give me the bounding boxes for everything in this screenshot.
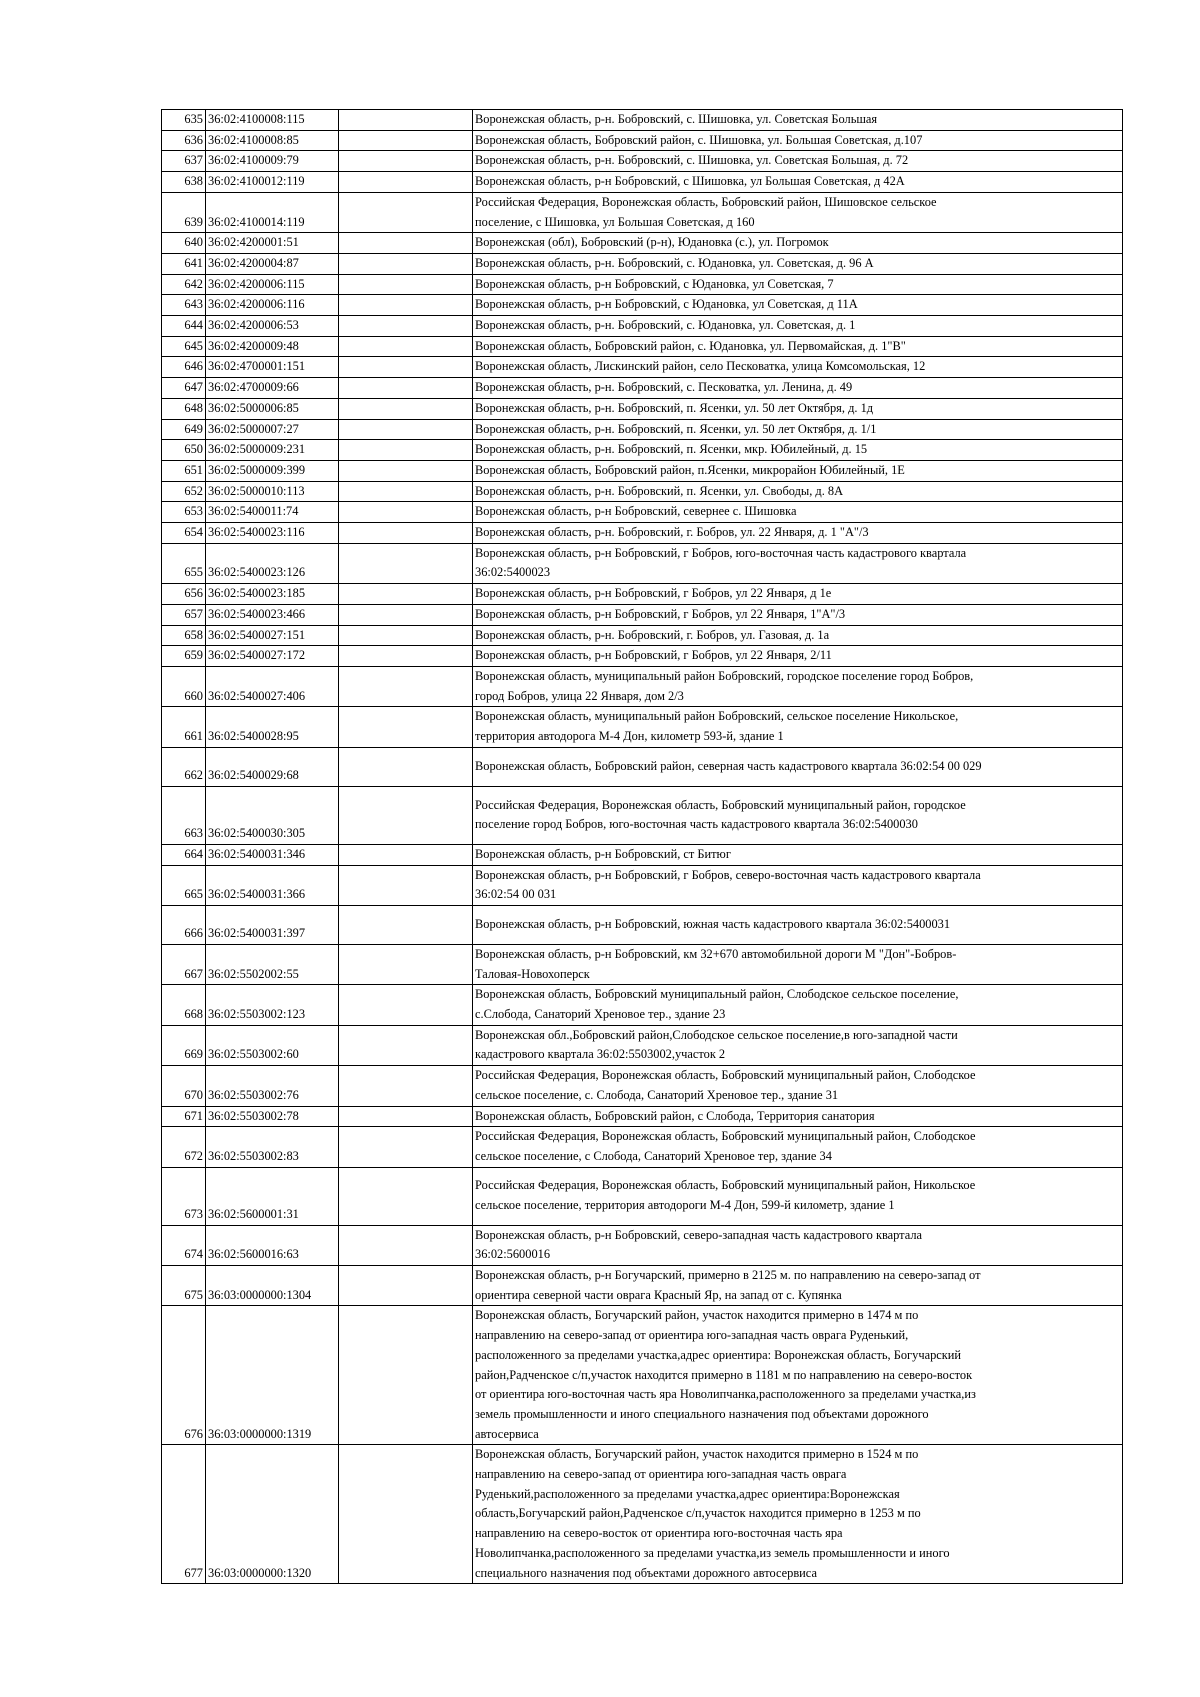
address-cell: Воронежская область, р-н Бобровский, г Бобров, ул 22 Января, 1"А"/3	[473, 604, 1123, 625]
address-cell: Воронежская (обл), Бобровский (р-н), Юдановка (с.), ул. Погромок	[473, 233, 1123, 254]
table-row	[162, 357, 1123, 378]
address-cell: Воронежская область, р-н. Бобровский, п. Ясенки, ул. Свободы, д. 8А	[473, 481, 1123, 502]
row-number-cell: 659	[162, 646, 206, 667]
table-row	[162, 786, 1123, 844]
row-number-cell: 673	[162, 1167, 206, 1225]
cadastral-number-cell: 36:02:5400027:406	[206, 666, 339, 706]
empty-cell	[339, 295, 473, 316]
empty-cell	[339, 336, 473, 357]
address-cell: Воронежская область, р-н Бобровский, г Бобров, ул 22 Января, 2/11	[473, 646, 1123, 667]
table-row	[162, 110, 1123, 131]
row-number-cell: 676	[162, 1306, 206, 1445]
address-cell: Российская Федерация, Воронежская область, Бобровский район, Шишовское сельское поселение, с Шишовка, ул Большая Советская, д 160	[473, 192, 1123, 232]
cadastral-number-cell: 36:02:5400029:68	[206, 747, 339, 786]
table-row	[162, 398, 1123, 419]
table-row	[162, 502, 1123, 523]
cadastral-number-cell: 36:02:5400031:366	[206, 865, 339, 905]
empty-cell	[339, 1025, 473, 1065]
row-number-cell: 665	[162, 865, 206, 905]
table-row	[162, 543, 1123, 583]
row-number-cell: 650	[162, 440, 206, 461]
table-row	[162, 336, 1123, 357]
row-number-cell: 644	[162, 316, 206, 337]
cadastral-number-cell: 36:02:4700001:151	[206, 357, 339, 378]
empty-cell	[339, 1167, 473, 1225]
row-number-cell: 667	[162, 944, 206, 984]
cadastral-number-cell: 36:02:5400027:172	[206, 646, 339, 667]
address-cell: Воронежская область, Бобровский район, с Слобода, Территория санатория	[473, 1106, 1123, 1127]
empty-cell	[339, 316, 473, 337]
table-row	[162, 378, 1123, 399]
table-row	[162, 192, 1123, 232]
address-cell: Воронежская область, р-н Бобровский, южная часть кадастрового квартала 36:02:5400031	[473, 905, 1123, 944]
cadastral-number-cell: 36:02:5400031:346	[206, 844, 339, 865]
empty-cell	[339, 274, 473, 295]
row-number-cell: 671	[162, 1106, 206, 1127]
table-row	[162, 172, 1123, 193]
empty-cell	[339, 440, 473, 461]
empty-cell	[339, 233, 473, 254]
row-number-cell: 662	[162, 747, 206, 786]
cadastral-number-cell: 36:02:5000007:27	[206, 419, 339, 440]
row-number-cell: 657	[162, 604, 206, 625]
address-cell: Воронежская область, р-н. Бобровский, г. Бобров, ул. 22 Января, д. 1 "А"/3	[473, 523, 1123, 544]
cadastral-number-cell: 36:02:5400027:151	[206, 625, 339, 646]
address-cell: Воронежская обл.,Бобровский район,Слободское сельское поселение,в юго-западной части кадастрового квартала 36:02:5503002,участок 2	[473, 1025, 1123, 1065]
address-cell: Воронежская область, р-н Бобровский, г Бобров, ул 22 Января, д 1е	[473, 584, 1123, 605]
table-row	[162, 523, 1123, 544]
row-number-cell: 663	[162, 786, 206, 844]
row-number-cell: 670	[162, 1066, 206, 1106]
table-row	[162, 253, 1123, 274]
empty-cell	[339, 1445, 473, 1584]
address-cell: Воронежская область, Богучарский район, участок находится примерно в 1474 м по направлению на северо-запад от ориентира юго-западная часть оврага Руденький, расположенного за пределами участка,адрес ориентира: Воронежская область, Богучарский район,Радченское с/п,участок находится примерно в 1181 м по направлению на северо-восток от ориентира юго-восточная часть яра Новолипчанка,расположенного за пределами участка,из земель промышленности и иного специального назначения под объектами дорожного автосервиса	[473, 1306, 1123, 1445]
table-row	[162, 905, 1123, 944]
row-number-cell: 645	[162, 336, 206, 357]
cadastral-number-cell: 36:02:4100014:119	[206, 192, 339, 232]
address-cell: Российская Федерация, Воронежская область, Бобровский муниципальный район, Слободское сельское поселение, с Слобода, Санаторий Хреновое тер, здание 34	[473, 1127, 1123, 1167]
address-cell: Воронежская область, р-н Богучарский, примерно в 2125 м. по направлению на северо-запад от ориентира северной части оврага Красный Яр, на запад от с. Купянка	[473, 1266, 1123, 1306]
table-row	[162, 274, 1123, 295]
cadastral-number-cell: 36:02:5503002:83	[206, 1127, 339, 1167]
empty-cell	[339, 523, 473, 544]
cadastral-number-cell: 36:02:4200001:51	[206, 233, 339, 254]
row-number-cell: 666	[162, 905, 206, 944]
row-number-cell: 654	[162, 523, 206, 544]
row-number-cell: 652	[162, 481, 206, 502]
address-cell: Воронежская область, Богучарский район, участок находится примерно в 1524 м по направлению на северо-запад от ориентира юго-западная часть оврага Руденький,расположенного за пределами участка,адрес ориентира:Воронежская область,Богучарский район,Радченское с/п,участок находится примерно в 1253 м по направлению на северо-восток от ориентира юго-восточная часть яра Новолипчанка,расположенного за пределами участка,из земель промышленности и иного специального назначения под объектами дорожного автосервиса	[473, 1445, 1123, 1584]
address-cell: Воронежская область, р-н. Бобровский, с. Шишовка, ул. Советская Большая	[473, 110, 1123, 131]
empty-cell	[339, 192, 473, 232]
cadastral-number-cell: 36:02:4200004:87	[206, 253, 339, 274]
table-row	[162, 1445, 1123, 1584]
table-body	[162, 110, 1123, 1584]
cadastral-number-cell: 36:02:5400023:185	[206, 584, 339, 605]
table-row	[162, 584, 1123, 605]
table-row	[162, 865, 1123, 905]
row-number-cell: 646	[162, 357, 206, 378]
row-number-cell: 642	[162, 274, 206, 295]
row-number-cell: 675	[162, 1266, 206, 1306]
table-row	[162, 747, 1123, 786]
address-cell: Российская Федерация, Воронежская область, Бобровский муниципальный район, Слободское сельское поселение, с. Слобода, Санаторий Хреновое тер., здание 31	[473, 1066, 1123, 1106]
table-row	[162, 419, 1123, 440]
cadastral-number-cell: 36:02:5000006:85	[206, 398, 339, 419]
empty-cell	[339, 172, 473, 193]
cadastral-number-cell: 36:02:5503002:78	[206, 1106, 339, 1127]
cadastral-number-cell: 36:02:5400031:397	[206, 905, 339, 944]
table-row	[162, 1025, 1123, 1065]
row-number-cell: 643	[162, 295, 206, 316]
row-number-cell: 638	[162, 172, 206, 193]
address-cell: Воронежская область, Лискинский район, село Песковатка, улица Комсомольская, 12	[473, 357, 1123, 378]
cadastral-number-cell: 36:03:0000000:1320	[206, 1445, 339, 1584]
cadastral-number-cell: 36:02:5400011:74	[206, 502, 339, 523]
row-number-cell: 647	[162, 378, 206, 399]
cadastral-number-cell: 36:02:5000009:231	[206, 440, 339, 461]
row-number-cell: 635	[162, 110, 206, 131]
row-number-cell: 640	[162, 233, 206, 254]
empty-cell	[339, 1106, 473, 1127]
empty-cell	[339, 1225, 473, 1265]
empty-cell	[339, 604, 473, 625]
cadastral-number-cell: 36:02:4700009:66	[206, 378, 339, 399]
row-number-cell: 658	[162, 625, 206, 646]
row-number-cell: 636	[162, 130, 206, 151]
address-cell: Российская Федерация, Воронежская область, Бобровский муниципальный район, городское поселение город Бобров, юго-восточная часть кадастрового квартала 36:02:5400030	[473, 786, 1123, 844]
empty-cell	[339, 944, 473, 984]
cadastral-number-cell: 36:02:5400028:95	[206, 707, 339, 747]
empty-cell	[339, 1066, 473, 1106]
address-cell: Воронежская область, Бобровский муниципальный район, Слободское сельское поселение, с.Слобода, Санаторий Хреновое тер., здание 23	[473, 985, 1123, 1025]
row-number-cell: 641	[162, 253, 206, 274]
empty-cell	[339, 844, 473, 865]
row-number-cell: 672	[162, 1127, 206, 1167]
address-cell: Воронежская область, р-н Бобровский, км 32+670 автомобильной дороги М "Дон"-Бобров- Таловая-Новохоперск	[473, 944, 1123, 984]
address-cell: Воронежская область, р-н Бобровский, г Бобров, юго-восточная часть кадастрового квартала 36:02:5400023	[473, 543, 1123, 583]
table-row	[162, 130, 1123, 151]
cadastral-number-cell: 36:02:5600016:63	[206, 1225, 339, 1265]
address-cell: Воронежская область, р-н. Бобровский, п. Ясенки, мкр. Юбилейный, д. 15	[473, 440, 1123, 461]
cadastral-number-cell: 36:02:5503002:76	[206, 1066, 339, 1106]
empty-cell	[339, 747, 473, 786]
table-row	[162, 233, 1123, 254]
table-row	[162, 1225, 1123, 1265]
cadastral-number-cell: 36:02:4100008:115	[206, 110, 339, 131]
cadastral-number-cell: 36:02:4200006:53	[206, 316, 339, 337]
cadastral-number-cell: 36:02:4200006:115	[206, 274, 339, 295]
row-number-cell: 655	[162, 543, 206, 583]
cadastral-number-cell: 36:02:5503002:60	[206, 1025, 339, 1065]
empty-cell	[339, 110, 473, 131]
table-row	[162, 985, 1123, 1025]
address-cell: Воронежская область, р-н. Бобровский, с. Песковатка, ул. Ленина, д. 49	[473, 378, 1123, 399]
cadastral-number-cell: 36:02:4100008:85	[206, 130, 339, 151]
table-row	[162, 1066, 1123, 1106]
empty-cell	[339, 1306, 473, 1445]
cadastral-number-cell: 36:02:4200009:48	[206, 336, 339, 357]
empty-cell	[339, 1127, 473, 1167]
empty-cell	[339, 378, 473, 399]
table-row	[162, 481, 1123, 502]
empty-cell	[339, 130, 473, 151]
address-cell: Воронежская область, р-н. Бобровский, с. Шишовка, ул. Советская Большая, д. 72	[473, 151, 1123, 172]
empty-cell	[339, 419, 473, 440]
table-row	[162, 646, 1123, 667]
cadastral-number-cell: 36:02:5400023:466	[206, 604, 339, 625]
row-number-cell: 674	[162, 1225, 206, 1265]
table-row	[162, 1127, 1123, 1167]
row-number-cell: 660	[162, 666, 206, 706]
table-row	[162, 1306, 1123, 1445]
cadastral-number-cell: 36:02:5400023:126	[206, 543, 339, 583]
table-row	[162, 440, 1123, 461]
address-cell: Воронежская область, р-н. Бобровский, п. Ясенки, ул. 50 лет Октября, д. 1/1	[473, 419, 1123, 440]
address-cell: Воронежская область, Бобровский район, с. Юдановка, ул. Первомайская, д. 1"В"	[473, 336, 1123, 357]
address-cell: Воронежская область, р-н Бобровский, с Шишовка, ул Большая Советская, д 42А	[473, 172, 1123, 193]
table-row	[162, 151, 1123, 172]
empty-cell	[339, 707, 473, 747]
table-row	[162, 295, 1123, 316]
address-cell: Воронежская область, Бобровский район, с. Шишовка, ул. Большая Советская, д.107	[473, 130, 1123, 151]
address-cell: Воронежская область, р-н Бобровский, северо-западная часть кадастрового квартала 36:02:5600016	[473, 1225, 1123, 1265]
empty-cell	[339, 481, 473, 502]
address-cell: Воронежская область, муниципальный район Бобровский, городское поселение город Бобров, город Бобров, улица 22 Января, дом 2/3	[473, 666, 1123, 706]
row-number-cell: 661	[162, 707, 206, 747]
address-cell: Воронежская область, р-н. Бобровский, г. Бобров, ул. Газовая, д. 1а	[473, 625, 1123, 646]
row-number-cell: 656	[162, 584, 206, 605]
cadastral-number-cell: 36:02:5502002:55	[206, 944, 339, 984]
table-row	[162, 707, 1123, 747]
row-number-cell: 637	[162, 151, 206, 172]
empty-cell	[339, 460, 473, 481]
address-cell: Воронежская область, р-н Бобровский, с Юдановка, ул Советская, д 11А	[473, 295, 1123, 316]
empty-cell	[339, 502, 473, 523]
table-row	[162, 666, 1123, 706]
address-cell: Воронежская область, р-н Бобровский, ст Битюг	[473, 844, 1123, 865]
address-cell: Воронежская область, муниципальный район Бобровский, сельское поселение Никольское, территория автодорога М-4 Дон, километр 593-й, здание 1	[473, 707, 1123, 747]
address-cell: Воронежская область, р-н. Бобровский, с. Юдановка, ул. Советская, д. 96 А	[473, 253, 1123, 274]
address-cell: Воронежская область, р-н. Бобровский, с. Юдановка, ул. Советская, д. 1	[473, 316, 1123, 337]
cadastral-number-cell: 36:02:4200006:116	[206, 295, 339, 316]
table-row	[162, 1167, 1123, 1225]
cadastral-number-cell: 36:02:5503002:123	[206, 985, 339, 1025]
table-row	[162, 1106, 1123, 1127]
row-number-cell: 639	[162, 192, 206, 232]
table-row	[162, 844, 1123, 865]
empty-cell	[339, 625, 473, 646]
row-number-cell: 649	[162, 419, 206, 440]
table-row	[162, 944, 1123, 984]
address-cell: Воронежская область, р-н Бобровский, г Бобров, северо-восточная часть кадастрового квартала 36:02:54 00 031	[473, 865, 1123, 905]
table-row	[162, 460, 1123, 481]
row-number-cell: 664	[162, 844, 206, 865]
row-number-cell: 648	[162, 398, 206, 419]
table-row	[162, 1266, 1123, 1306]
cadastral-number-cell: 36:02:5000009:399	[206, 460, 339, 481]
row-number-cell: 653	[162, 502, 206, 523]
empty-cell	[339, 666, 473, 706]
address-cell: Воронежская область, р-н Бобровский, севернее с. Шишовка	[473, 502, 1123, 523]
cadastral-number-cell: 36:02:4100012:119	[206, 172, 339, 193]
empty-cell	[339, 357, 473, 378]
empty-cell	[339, 786, 473, 844]
empty-cell	[339, 865, 473, 905]
empty-cell	[339, 905, 473, 944]
address-cell: Воронежская область, Бобровский район, северная часть кадастрового квартала 36:02:54 00 029	[473, 747, 1123, 786]
cadastral-number-cell: 36:02:5600001:31	[206, 1167, 339, 1225]
cadastral-number-cell: 36:02:5000010:113	[206, 481, 339, 502]
row-number-cell: 669	[162, 1025, 206, 1065]
cadastral-number-cell: 36:03:0000000:1304	[206, 1266, 339, 1306]
table-row	[162, 625, 1123, 646]
empty-cell	[339, 985, 473, 1025]
row-number-cell: 651	[162, 460, 206, 481]
empty-cell	[339, 1266, 473, 1306]
row-number-cell: 677	[162, 1445, 206, 1584]
row-number-cell: 668	[162, 985, 206, 1025]
address-cell: Воронежская область, Бобровский район, п.Ясенки, микрорайон Юбилейный, 1Е	[473, 460, 1123, 481]
cadastral-number-cell: 36:02:5400030:305	[206, 786, 339, 844]
address-cell: Российская Федерация, Воронежская область, Бобровский муниципальный район, Никольское сельское поселение, территория автодороги М-4 Дон, 599-й километр, здание 1	[473, 1167, 1123, 1225]
cadastral-number-cell: 36:02:4100009:79	[206, 151, 339, 172]
empty-cell	[339, 646, 473, 667]
address-cell: Воронежская область, р-н Бобровский, с Юдановка, ул Советская, 7	[473, 274, 1123, 295]
empty-cell	[339, 398, 473, 419]
cadastral-number-cell: 36:03:0000000:1319	[206, 1306, 339, 1445]
empty-cell	[339, 253, 473, 274]
cadastral-number-cell: 36:02:5400023:116	[206, 523, 339, 544]
table-row	[162, 316, 1123, 337]
cadastral-table	[161, 109, 1123, 1584]
address-cell: Воронежская область, р-н. Бобровский, п. Ясенки, ул. 50 лет Октября, д. 1д	[473, 398, 1123, 419]
empty-cell	[339, 151, 473, 172]
empty-cell	[339, 584, 473, 605]
table-row	[162, 604, 1123, 625]
empty-cell	[339, 543, 473, 583]
